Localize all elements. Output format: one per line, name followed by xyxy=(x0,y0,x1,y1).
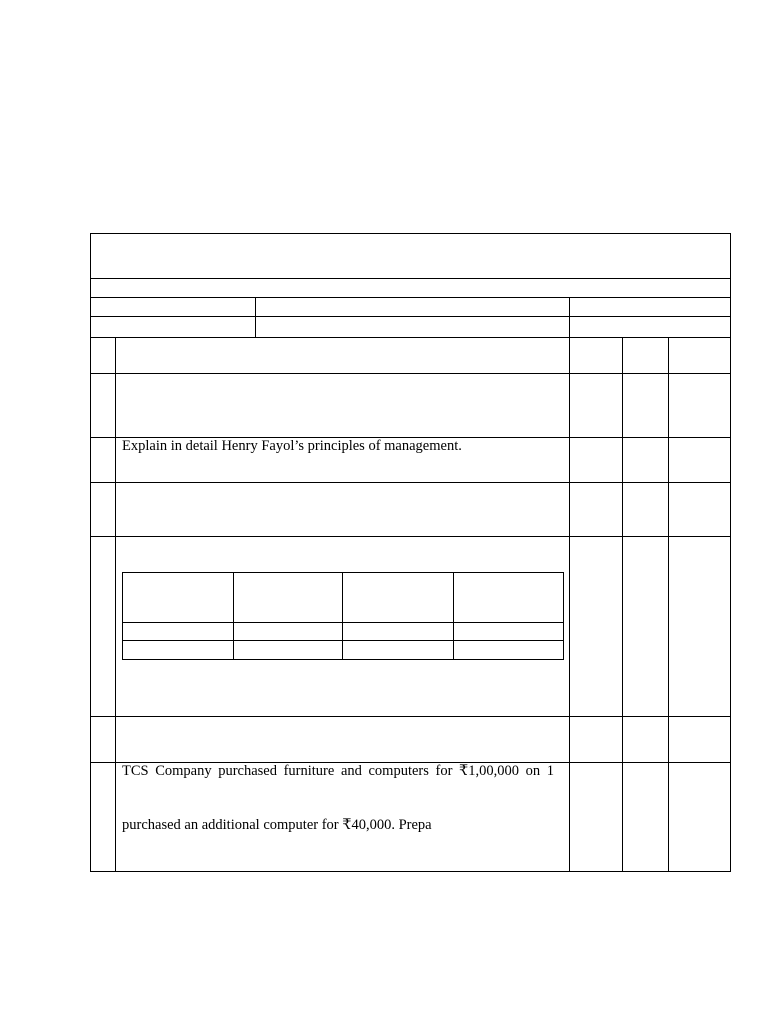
word: computers xyxy=(368,763,429,779)
table-border-top xyxy=(90,233,731,234)
inner-table-row-divider xyxy=(122,640,564,641)
word: Company xyxy=(155,763,212,779)
row-divider xyxy=(90,373,731,374)
question-text-tcs-line-2: purchased an additional computer for ₹40,000. Prepa xyxy=(122,817,432,833)
marks-column-divider xyxy=(569,337,570,872)
row-divider xyxy=(90,536,731,537)
table-border-bottom xyxy=(90,871,731,872)
header-divider xyxy=(90,278,731,279)
inner-table-column-divider xyxy=(342,572,343,660)
question-number-column-divider xyxy=(115,337,116,872)
word: and xyxy=(340,763,362,779)
row-divider xyxy=(90,482,731,483)
inner-table-border xyxy=(122,572,123,660)
question-text-tcs-line-1 xyxy=(122,763,554,780)
word: TCS xyxy=(122,763,149,779)
row-divider xyxy=(90,716,731,717)
header-cell-divider xyxy=(255,297,256,338)
header-divider xyxy=(90,337,731,338)
word: furniture xyxy=(283,763,335,779)
inner-table-column-divider xyxy=(233,572,234,660)
bl-column-divider xyxy=(668,337,669,872)
inner-table-border xyxy=(563,572,564,660)
header-divider xyxy=(90,297,731,298)
word: 1 xyxy=(546,763,554,779)
table-border-right xyxy=(730,233,731,872)
inner-table-border xyxy=(122,572,564,573)
question-text-fayol: Explain in detail Henry Fayol’s principles of management. xyxy=(122,438,462,454)
inner-table-row-divider xyxy=(122,622,564,623)
word: purchased xyxy=(218,763,277,779)
co-column-divider xyxy=(622,337,623,872)
word: on xyxy=(525,763,541,779)
table-border-left xyxy=(90,233,91,872)
header-cell-divider xyxy=(569,297,570,338)
inner-table-border xyxy=(122,659,564,660)
word: for xyxy=(435,763,453,779)
header-divider xyxy=(90,316,731,317)
inner-table-column-divider xyxy=(453,572,454,660)
word: ₹1,00,000 xyxy=(459,763,520,779)
